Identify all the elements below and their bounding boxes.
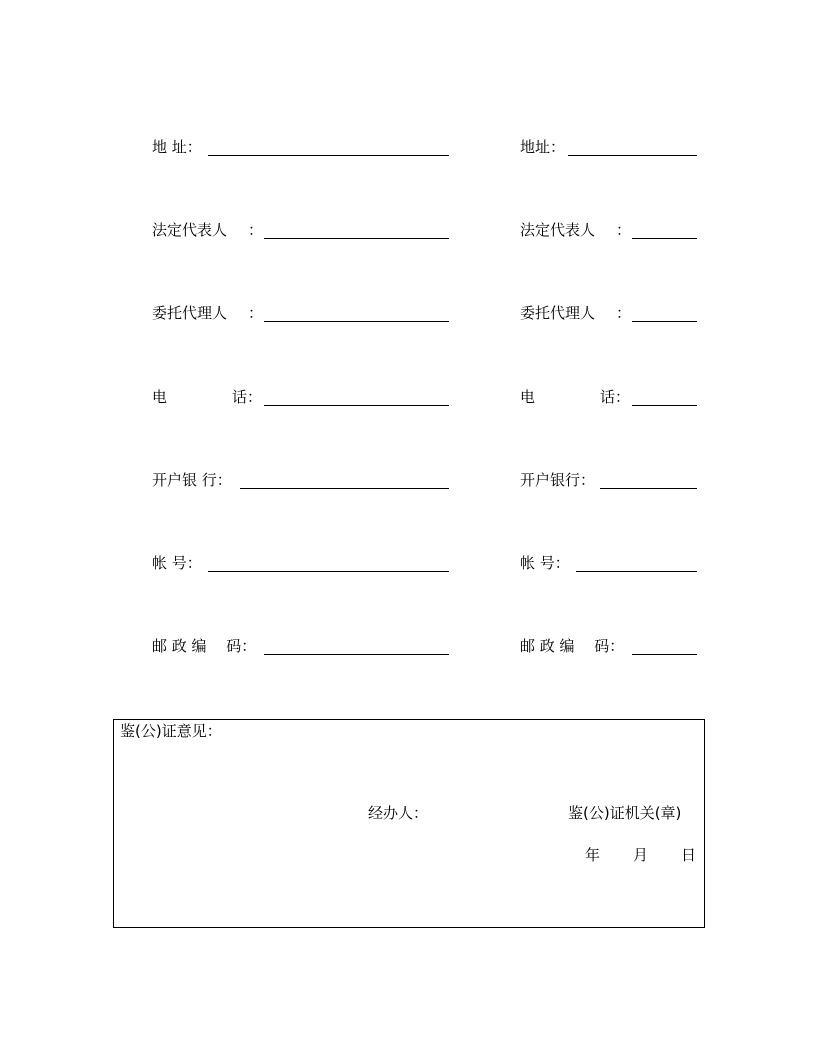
date-year-label: 年 bbox=[585, 846, 601, 864]
right-phone-label-a: 电 bbox=[520, 388, 536, 406]
date-month-label: 月 bbox=[633, 846, 649, 864]
right-bank-input[interactable] bbox=[600, 488, 697, 489]
right-postcode-label: 邮 政 编 码： bbox=[520, 637, 625, 655]
right-legal-rep-colon: ： bbox=[616, 221, 632, 239]
left-phone-label-a: 电 bbox=[152, 388, 168, 406]
notary-opinion-box bbox=[113, 719, 705, 928]
left-bank-input[interactable] bbox=[240, 488, 449, 489]
left-phone-input[interactable] bbox=[264, 405, 449, 406]
right-agent-label: 委托代理人 bbox=[520, 304, 596, 322]
right-bank-label: 开户银行： bbox=[520, 471, 596, 489]
notary-authority-seal-label: 鉴(公)证机关(章) bbox=[568, 804, 682, 822]
right-account-input[interactable] bbox=[576, 571, 697, 572]
left-agent-colon: ： bbox=[248, 304, 264, 322]
right-address-input[interactable] bbox=[568, 155, 697, 156]
left-phone-label-b: 话： bbox=[232, 388, 263, 406]
right-phone-input[interactable] bbox=[632, 405, 697, 406]
left-agent-label: 委托代理人 bbox=[152, 304, 228, 322]
left-address-label: 地 址： bbox=[152, 138, 202, 156]
date-day-label: 日 bbox=[681, 846, 697, 864]
left-account-label: 帐 号： bbox=[152, 554, 202, 572]
left-agent-input[interactable] bbox=[264, 321, 449, 322]
right-account-label: 帐 号： bbox=[520, 554, 570, 572]
left-legal-rep-label: 法定代表人 bbox=[152, 221, 228, 239]
notary-opinion-label: 鉴(公)证意见： bbox=[120, 722, 222, 740]
right-legal-rep-label: 法定代表人 bbox=[520, 221, 596, 239]
left-postcode-input[interactable] bbox=[264, 654, 449, 655]
right-address-label: 地址： bbox=[520, 138, 566, 156]
left-legal-rep-colon: ： bbox=[248, 221, 264, 239]
handler-label: 经办人： bbox=[368, 804, 429, 822]
left-account-input[interactable] bbox=[208, 571, 449, 572]
left-address-input[interactable] bbox=[208, 155, 449, 156]
right-phone-label-b: 话： bbox=[600, 388, 631, 406]
right-agent-input[interactable] bbox=[632, 321, 697, 322]
left-bank-label: 开户银 行： bbox=[152, 471, 232, 489]
right-postcode-input[interactable] bbox=[632, 654, 697, 655]
left-legal-rep-input[interactable] bbox=[264, 238, 449, 239]
right-agent-colon: ： bbox=[616, 304, 632, 322]
left-postcode-label: 邮 政 编 码： bbox=[152, 637, 257, 655]
right-legal-rep-input[interactable] bbox=[632, 238, 697, 239]
